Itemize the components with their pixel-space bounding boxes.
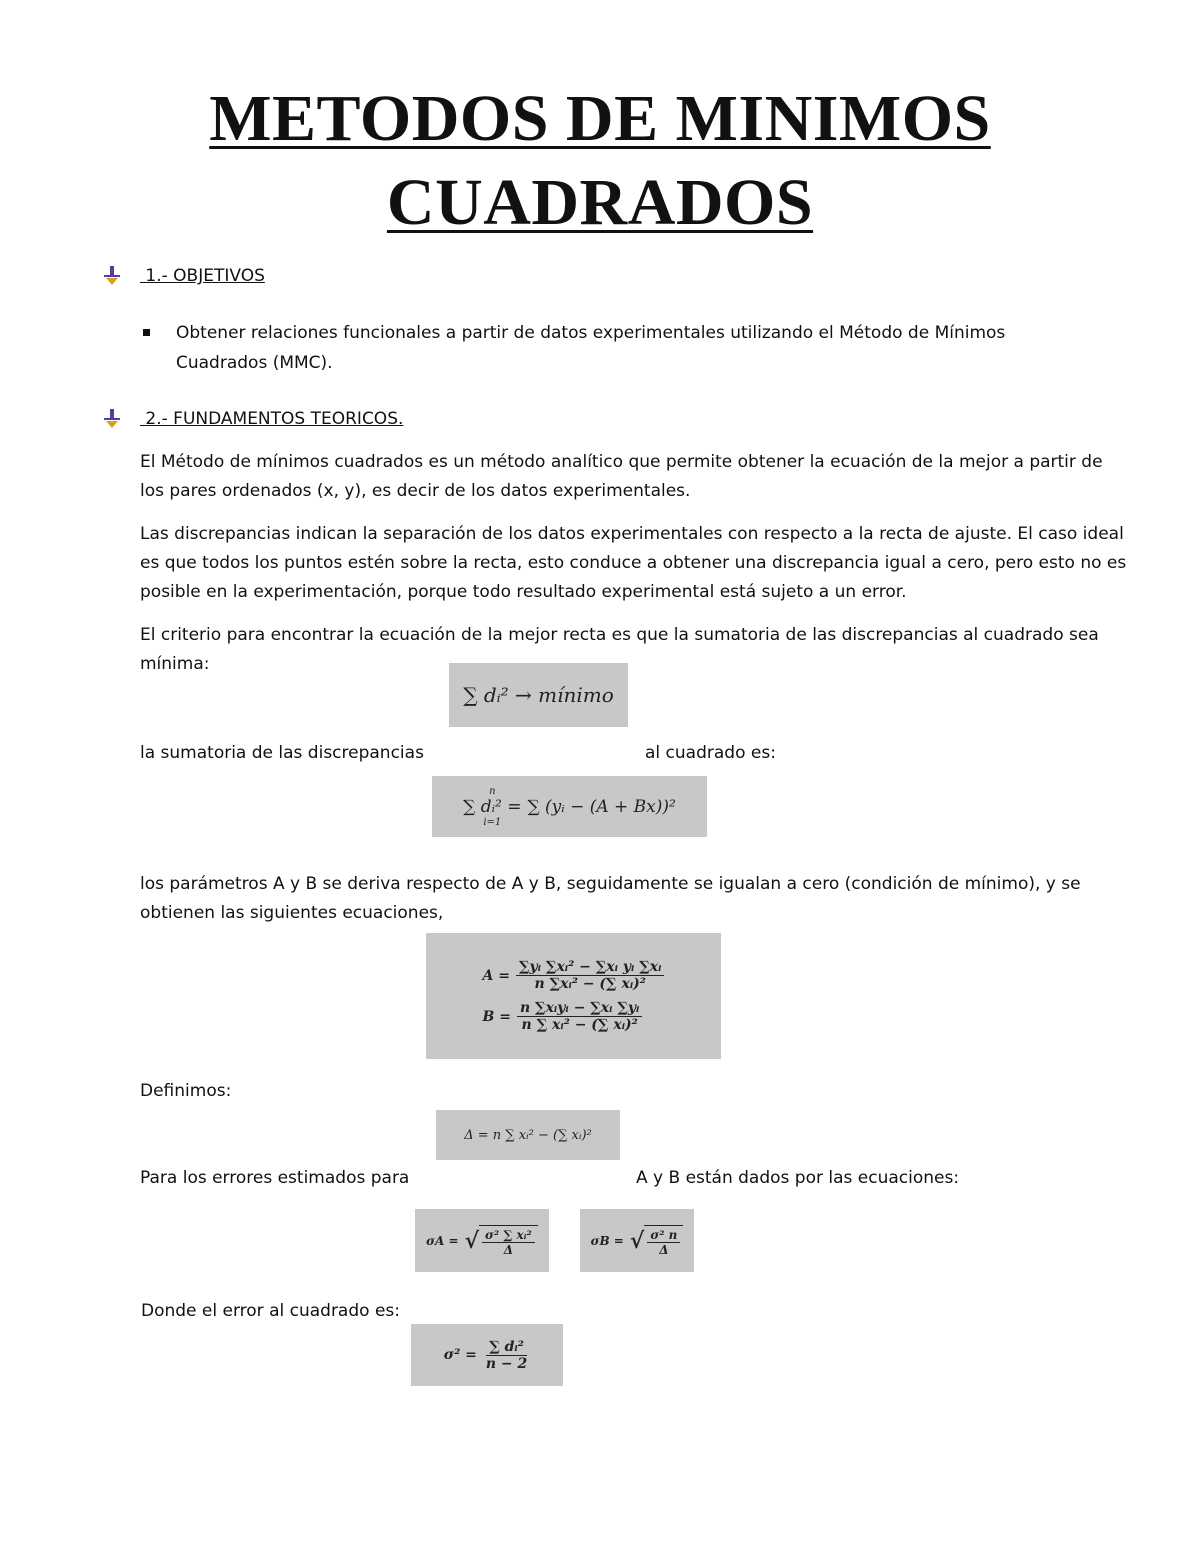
- formula-sigma-a-label: σA =: [426, 1233, 459, 1248]
- text-sum-discrepancies: la sumatoria de las discrepancias: [140, 743, 424, 763]
- formula-upper-limit: n: [489, 785, 496, 797]
- formula-minimum-sum: [449, 663, 628, 727]
- formula-b-numerator: n ∑xᵢyᵢ − ∑xᵢ ∑yᵢ: [517, 1000, 642, 1017]
- paragraph-parameters: los parámetros A y B se deriva respecto de A y B, seguidamente se igualan a cero (condición de mínimo), y se obtienen las siguientes ecuaciones,: [140, 874, 1081, 923]
- section-heading-fundamentos: [104, 408, 403, 430]
- formula-right-side: ∑ (yᵢ − (A + Bx))²: [527, 796, 676, 817]
- formula-a-denominator: n ∑xᵢ² − (∑ xᵢ)²: [534, 976, 646, 992]
- section-heading-label: 1.- OBJETIVOS: [145, 266, 265, 286]
- list-item: [143, 318, 1073, 378]
- formula-text: ∑ dᵢ² → mínimo: [463, 683, 614, 707]
- square-bullet-icon: [143, 329, 150, 336]
- formula-a-label: A =: [482, 967, 510, 984]
- formula-left-side: ∑ dᵢ² =: [463, 796, 522, 817]
- formula-delta: [436, 1110, 620, 1160]
- formula-sigma-b-numerator: σ² n: [647, 1228, 680, 1243]
- text-squared-is: al cuadrado es:: [645, 743, 776, 763]
- formula-b-denominator: n ∑ xᵢ² − (∑ xᵢ)²: [521, 1017, 638, 1033]
- square-root-icon: √: [629, 1227, 645, 1254]
- formula-sigma-a: [415, 1209, 549, 1272]
- formula-text: Δ = n ∑ xᵢ² − (∑ xᵢ)²: [464, 1127, 592, 1143]
- formula-sigma-a-numerator: σ² ∑ xᵢ²: [482, 1228, 535, 1243]
- section-heading-objetivos: [104, 265, 265, 287]
- text-given-by-equations: A y B están dados por las ecuaciones:: [636, 1168, 960, 1188]
- list-item-text: Obtener relaciones funcionales a partir de datos experimentales utilizando el Método de Mínimos Cuadrados (MMC).: [176, 323, 1006, 373]
- text-estimated-errors: Para los errores estimados para: [140, 1168, 410, 1188]
- formula-parameters-a-b: [426, 933, 721, 1059]
- formula-sigma-squared-denominator: n − 2: [485, 1355, 528, 1372]
- document-title-line-2: CUADRADOS: [386, 166, 814, 239]
- paragraph-discrepancies: Las discrepancias indican la separación de los datos experimentales con respecto a la recta de ajuste. El caso ideal es que todos los puntos estén sobre la recta, esto conduce a obtener una discrepancia igual a cero, pero esto no es posible en la experimentación, porque todo resultado experimental está sujeto a un error.: [140, 524, 1127, 602]
- paragraph-definition: El Método de mínimos cuadrados es un método analítico que permite obtener la ecuación de la mejor a partir de los pares ordenados (x, y), es decir de los datos experimentales.: [140, 452, 1103, 501]
- formula-lower-limit: i=1: [483, 816, 502, 828]
- formula-a-numerator: ∑yᵢ ∑xᵢ² − ∑xᵢ yᵢ ∑xᵢ: [516, 959, 664, 976]
- formula-sigma-b: [580, 1209, 694, 1272]
- formula-sigma-a-denominator: Δ: [503, 1242, 514, 1257]
- arrow-down-bullet-icon: [104, 409, 120, 429]
- formula-sigma-b-label: σB =: [590, 1233, 624, 1248]
- document-title-line-1: METODOS DE MINIMOS: [209, 82, 991, 155]
- arrow-down-bullet-icon: [104, 266, 120, 286]
- formula-sigma-squared-numerator: ∑ dᵢ²: [486, 1339, 527, 1356]
- formula-sigma-b-denominator: Δ: [659, 1242, 669, 1257]
- formula-sigma-squared: [411, 1324, 563, 1386]
- formula-b-label: B =: [482, 1008, 511, 1025]
- formula-sigma-squared-label: σ² =: [443, 1347, 477, 1363]
- text-squared-error: Donde el error al cuadrado es:: [141, 1301, 400, 1321]
- section-heading-label: 2.- FUNDAMENTOS TEORICOS.: [145, 409, 404, 429]
- formula-sum-squared-discrepancies: [432, 776, 707, 837]
- paragraph-criterion: El criterio para encontrar la ecuación de la mejor recta es que la sumatoria de las discrepancias al cuadrado sea mínima:: [140, 625, 1099, 674]
- square-root-icon: √: [464, 1227, 480, 1254]
- text-definimos: Definimos:: [140, 1081, 232, 1101]
